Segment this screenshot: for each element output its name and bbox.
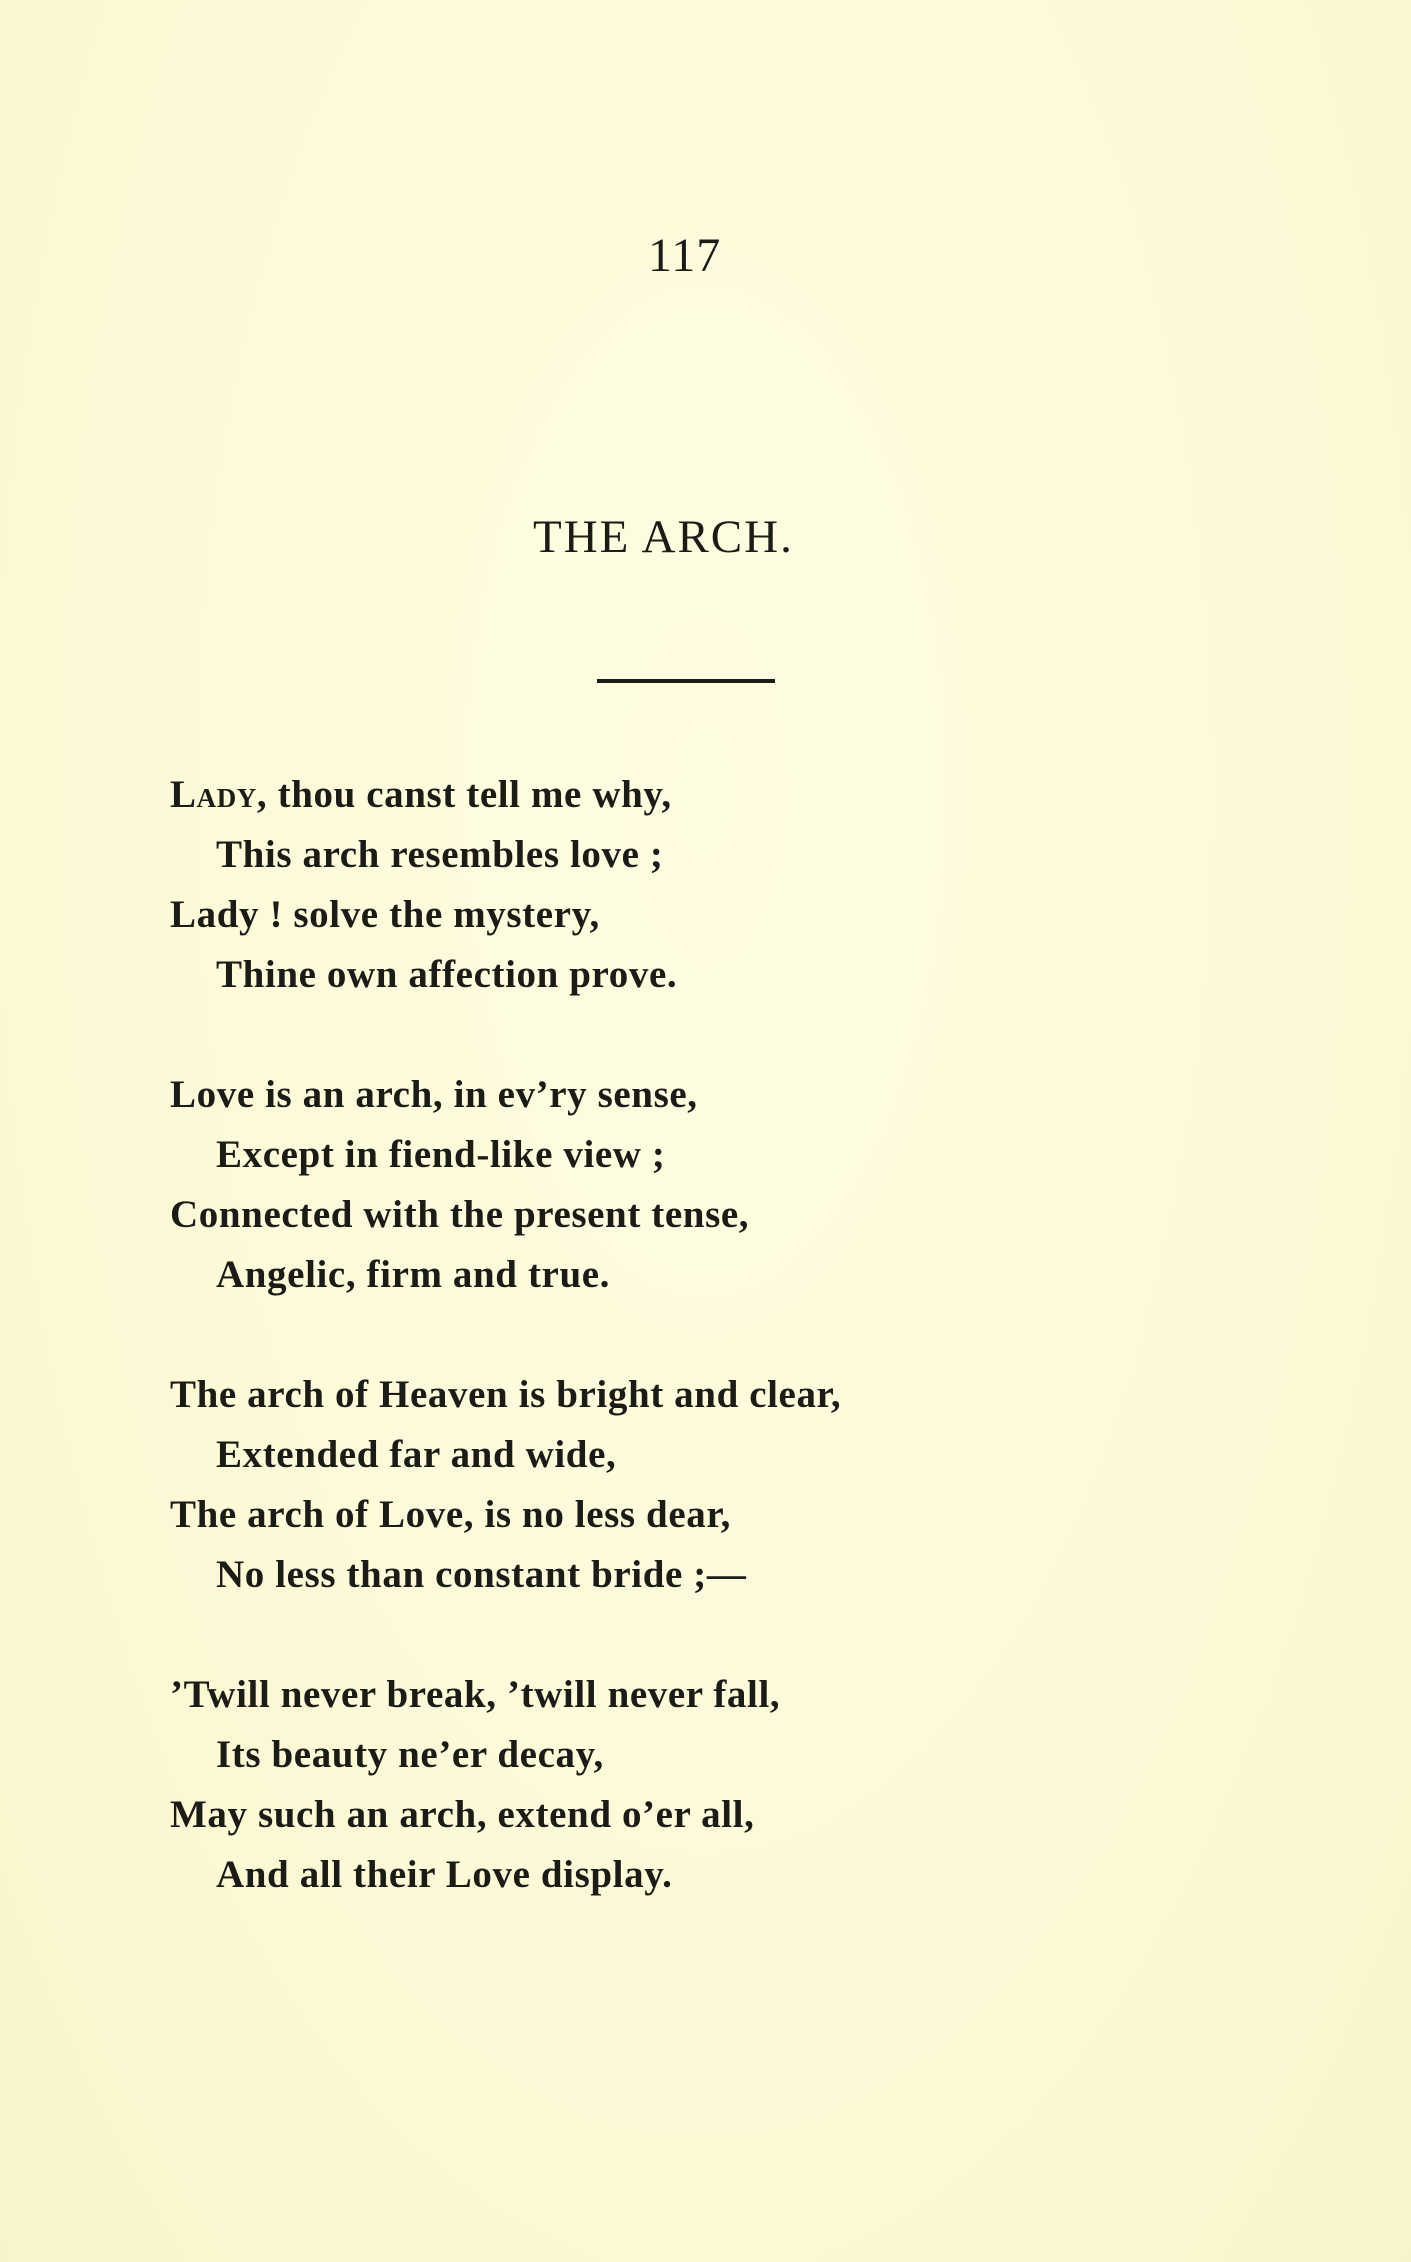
- poem-title: THE ARCH.: [533, 511, 794, 563]
- poem-line: Love is an arch, in ev’ry sense,: [170, 1073, 698, 1116]
- poem-line: The arch of Love, is no less dear,: [170, 1493, 732, 1536]
- poem-line: ’Twill never break, ’twill never fall,: [170, 1673, 781, 1716]
- page-number: 117: [648, 229, 722, 282]
- poem-line: Thine own affection prove.: [216, 953, 678, 996]
- poem-line: And all their Love display.: [216, 1853, 673, 1896]
- poem-line: This arch resembles love ;: [216, 833, 664, 876]
- small-caps-lead: Lady: [170, 773, 257, 816]
- title-rule: [597, 679, 775, 683]
- line-text: , thou canst tell me why,: [256, 773, 672, 816]
- poem-line: Connected with the present tense,: [170, 1193, 750, 1236]
- poem-line: The arch of Heaven is bright and clear,: [170, 1373, 842, 1416]
- poem-line: Except in fiend-like view ;: [216, 1133, 666, 1176]
- poem-line: [170, 772, 672, 817]
- poem-line: May such an arch, extend o’er all,: [170, 1793, 755, 1836]
- poem-line: Extended far and wide,: [216, 1433, 617, 1476]
- poem-line: Lady ! solve the mystery,: [170, 893, 600, 936]
- poem-line: Angelic, firm and true.: [216, 1253, 610, 1296]
- poem-line: Its beauty ne’er decay,: [216, 1733, 604, 1776]
- poem-line: No less than constant bride ;—: [216, 1553, 747, 1596]
